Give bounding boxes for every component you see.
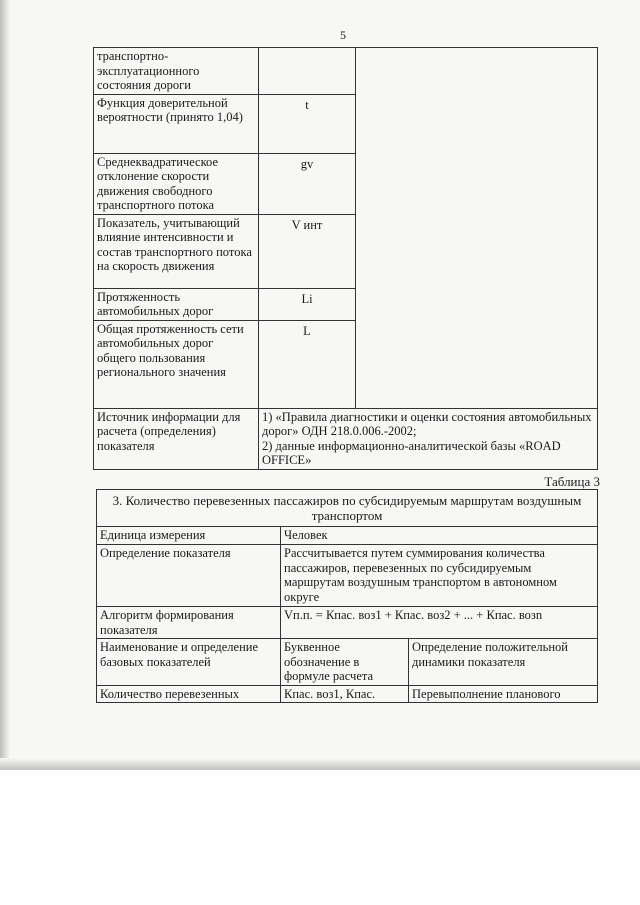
source-value	[259, 408, 598, 469]
variable-symbol: gv	[259, 153, 356, 214]
variable-symbol	[259, 48, 356, 95]
passengers-indicator-table	[96, 489, 598, 703]
algorithm-label: Алгоритм формирования показателя	[97, 607, 281, 639]
unit-label: Единица измерения	[97, 527, 281, 545]
symbol-header: Буквенное обозначение в формуле расчета	[281, 639, 409, 686]
variable-name: Протяженность автомобильных дорог	[94, 288, 259, 320]
dynamics-header: Определение положительной динамики показателя	[409, 639, 598, 686]
variable-symbol: Li	[259, 288, 356, 320]
page-number: 5	[340, 28, 346, 42]
variable-name: Показатель, учитывающий влияние интенсивности и состав транспортного потока на скорость движения	[94, 214, 259, 288]
variable-name: Среднеквадратическое отклонение скорости движения свободного транспортного потока	[94, 153, 259, 214]
algorithm-formula: Vп.п. = Кпас. воз1 + Кпас. воз2 + ... + Кпас. возn	[281, 607, 598, 639]
base-indicator-symbol: Кпас. воз1, Кпас.	[281, 685, 409, 703]
unit-value: Человек	[281, 527, 598, 545]
definition-label: Определение показателя	[97, 545, 281, 607]
variable-name: Общая протяженность сети автомобильных дорог общего пользования регионального значения	[94, 320, 259, 408]
base-indicator-name: Количество перевезенных	[97, 685, 281, 703]
variable-symbol: L	[259, 320, 356, 408]
variable-symbol: t	[259, 94, 356, 153]
source-item-1: 1) «Правила диагностики и оценки состояния автомобильных дорог» ОДН 218.0.006.-2002;	[262, 409, 592, 438]
base-indicators-header: Наименование и определение базовых показателей	[97, 639, 281, 686]
variable-name: транспортно-эксплуатационного состояния дороги	[94, 48, 259, 95]
left-scan-shadow	[0, 0, 10, 768]
bottom-scan-edge	[0, 758, 640, 770]
table-caption: Таблица 3	[544, 474, 600, 489]
indicator-variables-table	[93, 47, 598, 470]
source-item-2: 2) данные информационно-аналитической базы «ROAD OFFICE»	[262, 438, 561, 467]
table-title: 3. Количество перевезенных пассажиров по субсидируемым маршрутам воздушным транспортом	[97, 490, 598, 527]
variable-name: Функция доверительной вероятности (принято 1,04)	[94, 94, 259, 153]
source-label: Источник информации для расчета (определения) показателя	[94, 408, 259, 469]
base-indicator-dynamic: Перевыполнение планового	[409, 685, 598, 703]
definition-value: Рассчитывается путем суммирования количества пассажиров, перевезенных по субсидируемым маршрутам воздушным транспортом в автономном округе	[281, 545, 598, 607]
variable-symbol: V инт	[259, 214, 356, 288]
formula-blank-cell	[356, 48, 598, 409]
